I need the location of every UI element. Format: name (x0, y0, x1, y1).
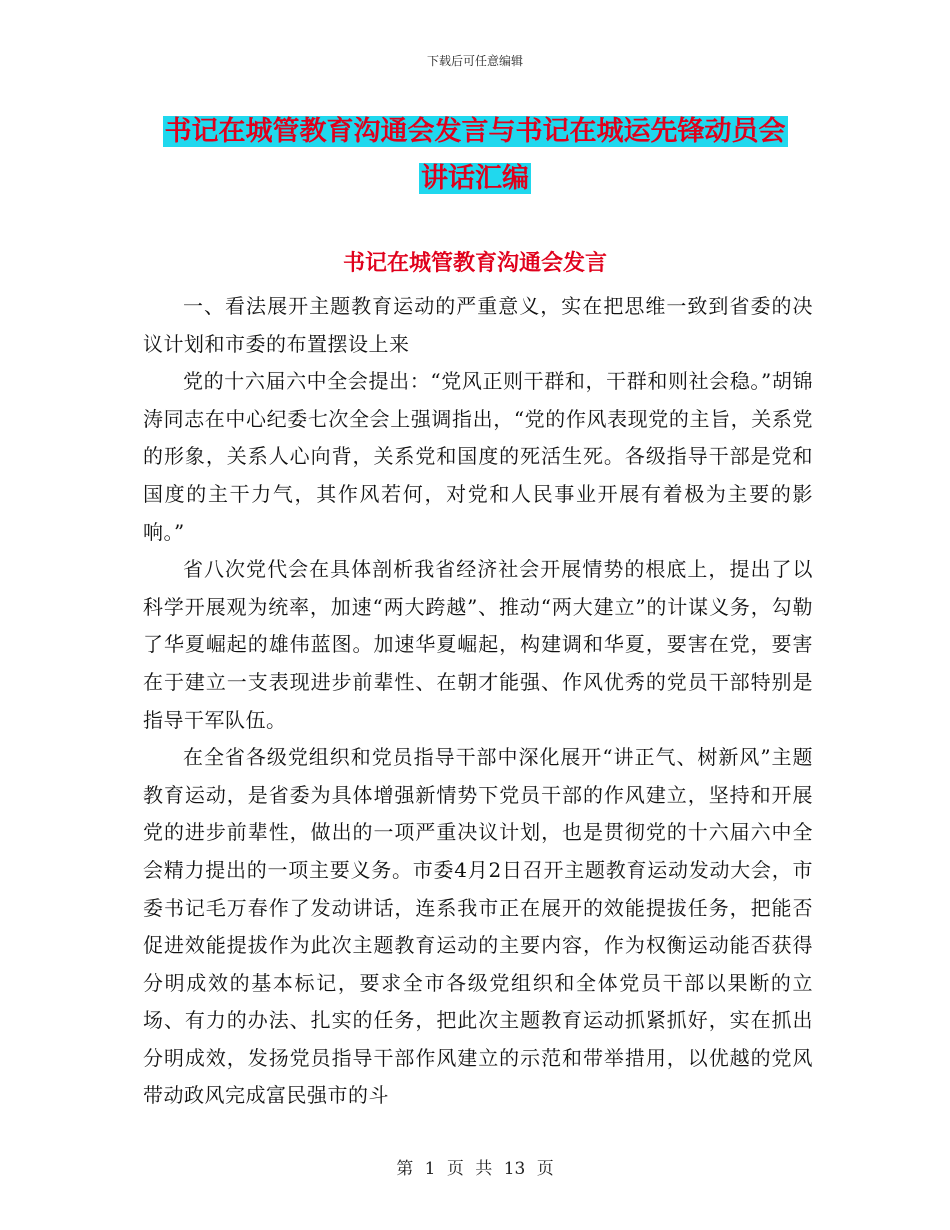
paragraph: 党的十六届六中全会提出：“党风正则干群和，干群和则社会稳。”胡锦涛同志在中心纪委七次全会上强调指出，“党的作风表现党的主旨，关系党的形象，关系人心向背，关系党和国度的死活生死。各级指导干部是党和国度的主干力气，其作风若何，对党和人民事业开展有着极为主要的影响。” (143, 369, 813, 544)
paragraph: 一、看法展开主题教育运动的严重意义，实在把思维一致到省委的决议计划和市委的布置摆设上来 (143, 294, 813, 356)
header-note: 下载后可任意编辑 (426, 54, 523, 68)
paragraph: 在全省各级党组织和党员指导干部中深化展开“讲正气、树新风”主题教育运动，是省委为具体增强新情势下党员干部的作风建立，坚持和开展党的进步前辈性，做出的一项严重决议计划，也是贯彻党的十六届六中全会精力提出的一项主要义务。市委4月2日召开主题教育运动发动大会，市委书记毛万春作了发动讲话，连系我市正在展开的效能提拔任务，把能否促进效能提拔作为此次主题教育运动的主要内容，作为权衡运动能否获得分明成效的基本标记，要求全市各级党组织和全体党员干部以果断的立场、有力的办法、扎实的任务，把此次主题教育运动抓紧抓好，实在抓出分明成效，发扬党员指导干部作风建立的示范和带举措用，以优越的党风带动政风完成富民强市的斗 (143, 745, 813, 1108)
document-title-line-1: 书记在城管教育沟通会发言与书记在城运先锋动员会 (164, 116, 786, 147)
page-number: 第 1 页 共 13 页 (396, 1159, 554, 1179)
document-title (0, 108, 950, 202)
document-title-line-2: 讲话汇编 (421, 163, 529, 194)
body-text (143, 288, 813, 1115)
paragraph: 省八次党代会在具体剖析我省经济社会开展情势的根底上，提出了以科学开展观为统率，加速“两大跨越”、推动“两大建立”的计谋义务，勾勒了华夏崛起的雄伟蓝图。加速华夏崛起，构建调和华夏，要害在党，要害在于建立一支表现进步前辈性、在朝才能强、作风优秀的党员干部特别是指导干军队伍。 (143, 557, 813, 732)
section-title: 书记在城管教育沟通会发言 (342, 251, 607, 276)
